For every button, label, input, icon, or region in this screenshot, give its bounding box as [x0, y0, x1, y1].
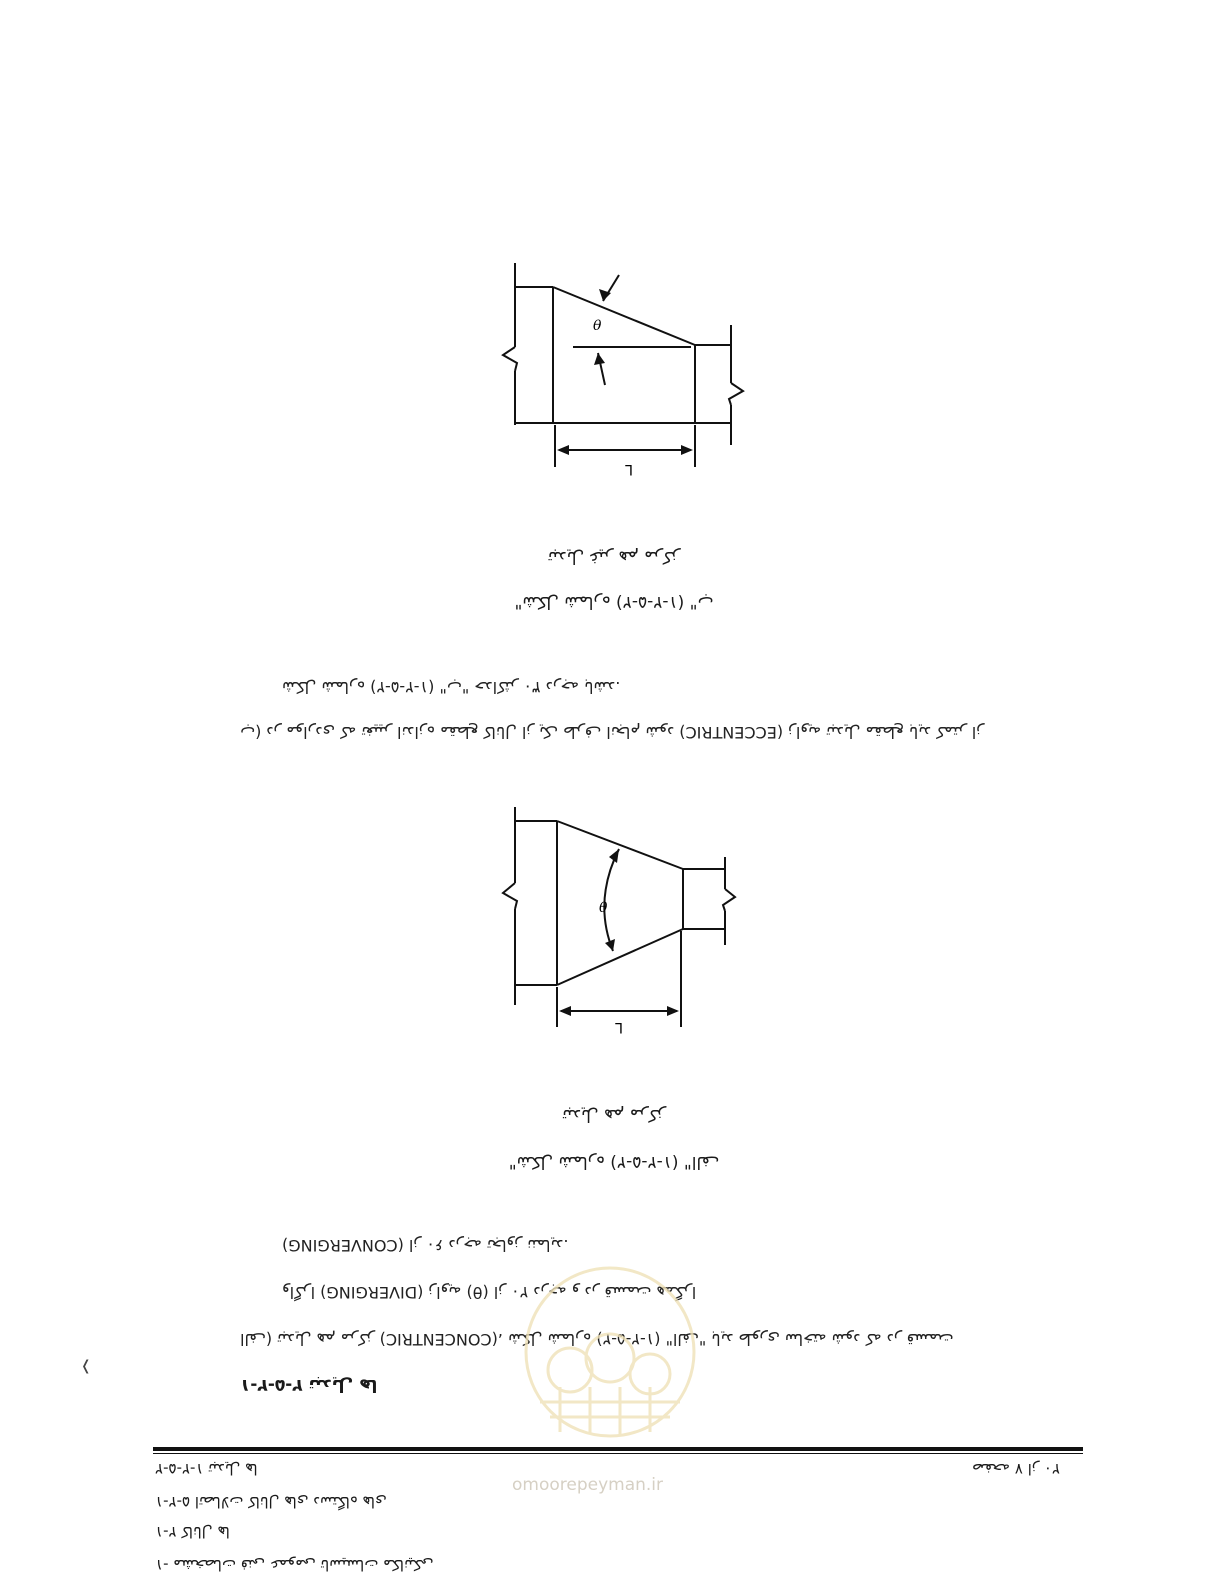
eccentric-transition-figure: [495, 255, 755, 485]
paragraph-line: شکل شماره (۲-۵-۲-۱) "ب" حداکثر ۳۰ درجه باشد.: [282, 678, 621, 697]
footer-reference: ۱- مشخصات فنی عمومی تاسیسات مکانیکی: [155, 1556, 434, 1574]
figure-caption-number: شکل شماره (۲-۵-۲-۱) "الف": [508, 1152, 720, 1172]
paragraph-line: ب) در مواردی که تغییر اندازه مقطع کانال از یک طرف انجام شود (ECCENTRIC) زاویه تبدیل مقطع باید کمتر از: [240, 723, 984, 742]
figure-caption-title: تبدیل غیر هم مرکز: [547, 547, 681, 567]
footer-reference: ۲-۱ کانال ها: [155, 1523, 230, 1541]
theta-label: θ: [593, 318, 602, 334]
length-label: L: [615, 1019, 623, 1035]
concentric-transition-figure: [495, 805, 755, 1035]
section-heading: ۲-۵-۲-۱ تبدیل ها: [240, 1375, 378, 1395]
paragraph-line: واگرا (DIVERGING) زاویه (θ) از ۲۰ درجه و در قسمت همگرا: [282, 1283, 697, 1302]
paragraph-line: (CONVERGING) از ۶۰ درجه تجاوز ننماید.: [282, 1236, 569, 1255]
paragraph-line: الف) تبدیل هم مرکز (CONCENTRIC)، شکل شماره (۲-۵-۲-۱) "الف" باید طوری ساخته شود که در قسمت: [240, 1330, 954, 1349]
figure-caption-title: تبدیل هم مرکز: [562, 1105, 666, 1125]
page-number: صفحه ۷ از ۲۰: [972, 1460, 1060, 1478]
footer-rule: [153, 1447, 1083, 1451]
watermark-site: omoorepeyman.ir: [512, 1475, 664, 1495]
footer-reference: ۵-۲-۱ اتصالات کانال های دستگاه های: [155, 1493, 387, 1511]
theta-label: θ: [599, 900, 608, 916]
footer-reference: ۱-۲-۵-۲ تبدیل ها: [155, 1460, 258, 1478]
watermark-logo: [500, 1262, 720, 1446]
figure-caption-number: شکل شماره (۲-۵-۲-۱) "ب": [514, 592, 714, 612]
length-label: L: [625, 461, 633, 477]
margin-mark: ❬: [80, 1358, 92, 1374]
footer-rule-thin: [153, 1453, 1083, 1454]
